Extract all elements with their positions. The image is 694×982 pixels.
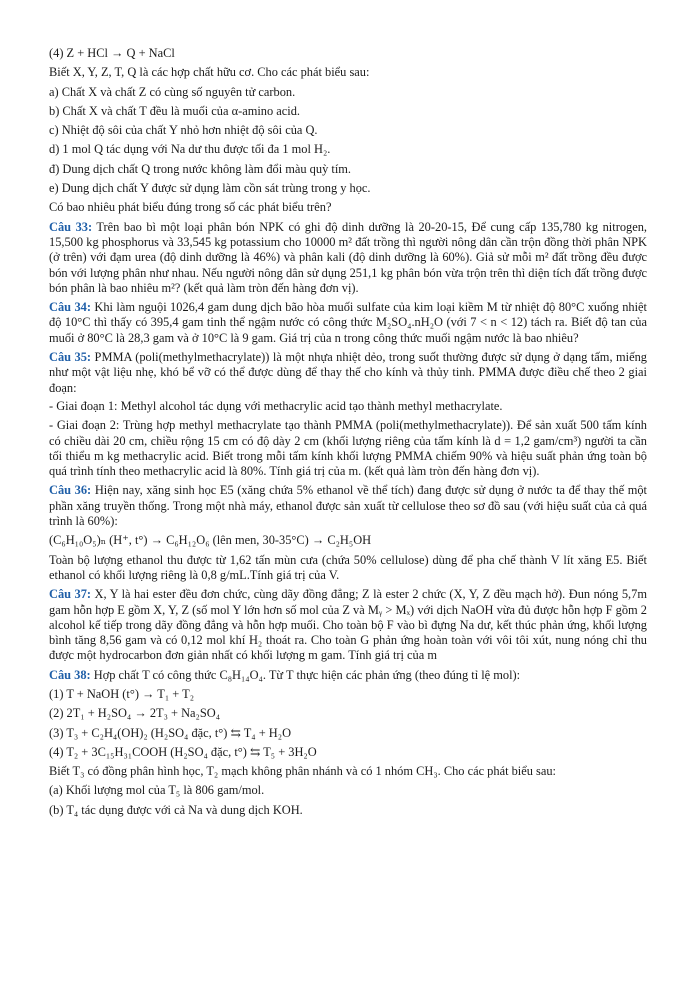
q32-reaction-4: (4) Z + HCl → Q + NaCl [49, 46, 175, 60]
question-36-label: Câu 36: [49, 483, 92, 498]
question-35-text: PMMA (poli(methylmethacrylate)) là một nhựa nhiệt dẻo, trong suốt thường được sử dụng ở dạng tấm, miếng như một vật liệu nhẹ, khó bể vỡ có thể được dùng để thay thế cho kính và thủy tinh. PMMA được điều chế theo 2 giai đoạn: [49, 350, 647, 395]
question-38-reaction-1: (1) T + NaOH (t°) → T₁ + T₂ [49, 686, 195, 701]
q32-statement-dd: đ) Dung dịch chất Q trong nước không làm đổi màu quỳ tím. [49, 161, 351, 176]
q32-intro: Biết X, Y, Z, T, Q là các hợp chất hữu cơ. Cho các phát biểu sau: [49, 65, 370, 80]
question-38-reaction-2: (2) 2T₁ + H₂SO₄ → 2T₃ + Na₂SO₄ [49, 706, 221, 721]
question-38-reaction-3: (3) T₃ + C₂H₄(OH)₂ (H₂SO₄ đặc, t°) ⇆ T₄ + H₂O [49, 725, 292, 740]
q32-statement-d: d) 1 mol Q tác dụng với Na dư thu được tối đa 1 mol H₂. [49, 142, 331, 157]
question-38-label: Câu 38: [49, 667, 91, 682]
question-33-text: Trên bao bì một loại phân bón NPK có ghi độ dinh dưỡng là 20-20-15, Để cung cấp 135,780 kg nitrogen, 15,500 kg phosphorus và 33,545 kg potassium cho 10000 m² đất trồng thì người nông dân cần trộn đồng thời phân NPK (ở trên) với đạm urea (độ dinh dưỡng là 46%) và phân kali (độ dinh dưỡng là 60%). Giả sử mỗi m² đất trồng đều được bón với lượng phân như nhau. Nếu người nông dân sử dụng 251,1 kg phân bón vừa trộn trên thì diện tích đất trồng được bón phân là bao nhiêu m²? (kết quả làm tròn đến hàng đơn vị). [49, 219, 648, 295]
question-36-text: Hiện nay, xăng sinh học E5 (xăng chứa 5% ethanol về thể tích) đang được sử dụng ở nước ta để thay thế một phần xăng truyền thống. Trong một nhà máy, ethanol được sản xuất từ cellulose theo sơ đồ sau (với hiệu suất của cả quá trình là 60%): [49, 483, 647, 529]
question-35 [49, 350, 647, 396]
question-34-text: Khi làm nguội 1026,4 gam dung dịch bão hòa muối sulfate của kim loại kiềm M từ nhiệt độ 80°C xuống nhiệt độ 10°C thì thấy có 395,4 gam tinh thể ngậm nước có công thức M₂SO₄.nH₂O (với 7 < n < 12) tách ra. Biết độ tan của muối ở 80°C là 28,3 gam và ở 10°C là 9 gam. Giá trị của n trong công thức muối ngậm nước là bao nhiêu? [49, 300, 647, 345]
q32-statement-e: e) Dung dịch chất Y được sử dụng làm cồn sát trùng trong y học. [49, 181, 371, 196]
question-36 [49, 483, 647, 529]
question-35-stage-1: - Giai đoạn 1: Methyl alcohol tác dụng với methacrylic acid tạo thành methyl methacrylate. [49, 398, 503, 413]
question-35-label: Câu 35: [49, 350, 92, 365]
question-36-scheme: (C₆H₁₀O₅)ₙ (H⁺, t°) → C₆H₁₂O₆ (lên men, 30-35°C) → C₂H₅OH [49, 533, 372, 548]
q32-question: Có bao nhiêu phát biểu đúng trong số các phát biểu trên? [49, 200, 332, 215]
document-page [49, 46, 647, 822]
q32-statement-b: b) Chất X và chất T đều là muối của α-amino acid. [49, 103, 301, 118]
question-34 [49, 300, 647, 346]
question-38-statement-a: (a) Khối lượng mol của T₅ là 806 gam/mol. [49, 783, 265, 798]
question-38-text: Hợp chất T có công thức C₈H₁₄O₄. Từ T thực hiện các phản ứng (theo đúng tỉ lệ mol): [93, 667, 521, 682]
question-38-reaction-4: (4) T₂ + 3C₁₅H₃₁COOH (H₂SO₄ đặc, t°) ⇆ T₅ + 3H₂O [49, 744, 317, 759]
q32-statement-a: a) Chất X và chất Z có cùng số nguyên tử carbon. [49, 84, 296, 99]
question-37-text: X, Y là hai ester đều đơn chức, cùng dãy đồng đẳng; Z là ester 2 chức (X, Y, Z đều mạch hở). Đun nóng 5,7m gam hỗn hợp E gồm X, Y, Z (số mol Y lớn hơn số mol của Z và Mᵧ > Mₓ) với dịch NaOH vừa đủ được hỗn hợp F gồm 2 alcohol kế tiếp trong dãy đồng đẳng và hỗn hợp muối. Cho toàn bộ F vào bì đựng Na dư, kết thúc phản ứng, khối lượng bình tăng 8,56 gam và có 0,12 mol khí H₂ thoát ra. Cho toàn G phản ứng hoàn toàn với vôi tôi xút, nung nóng chỉ thu được một hydrocarbon đơn giản nhất có khối lượng m gam. Tính giá trị của m [49, 587, 647, 663]
question-37-label: Câu 37: [49, 587, 92, 602]
question-36-text-2: Toàn bộ lượng ethanol thu được từ 1,62 tấn mùn cưa (chứa 50% cellulose) dùng để pha chế thành V lít xăng E5. Biết ethanol có khối lượng riêng là 0,8 g/mL.Tính giá trị của V. [49, 552, 647, 582]
question-33 [49, 220, 647, 296]
question-35-stage-2: - Giai đoạn 2: Trùng hợp methyl methacrylate tạo thành PMMA (poli(methylmethacrylate)). Để sản xuất 500 tấm kính có chiều dài 20 cm, chiều rộng 15 cm có độ dày 2 cm (khối lượng riêng của tấm kính là d = 1,2 gam/cm³) người ta cần tối thiểu m kg methacrylic acid. Biết trong mỗi tấm kính khối lượng PMMA chiếm 90% và hiệu suất phản ứng toàn bộ quá trình tính theo methacrylic acid là 80%. Tính giá trị của m. (kết quả làm tròn đến hàng đơn vị). [49, 418, 647, 479]
question-38-note: Biết T₃ có đồng phân hình học, T₂ mạch không phân nhánh và có 1 nhóm CH₃. Cho các phát biểu sau: [49, 764, 556, 779]
question-38 [49, 668, 647, 683]
question-33-label: Câu 33: [49, 219, 93, 234]
question-34-label: Câu 34: [49, 300, 91, 315]
q32-statement-c: c) Nhiệt độ sôi của chất Y nhỏ hơn nhiệt độ sôi của Q. [49, 123, 318, 138]
question-37 [49, 587, 647, 663]
question-38-statement-b: (b) T₄ tác dụng được với cả Na và dung dịch KOH. [49, 802, 303, 817]
